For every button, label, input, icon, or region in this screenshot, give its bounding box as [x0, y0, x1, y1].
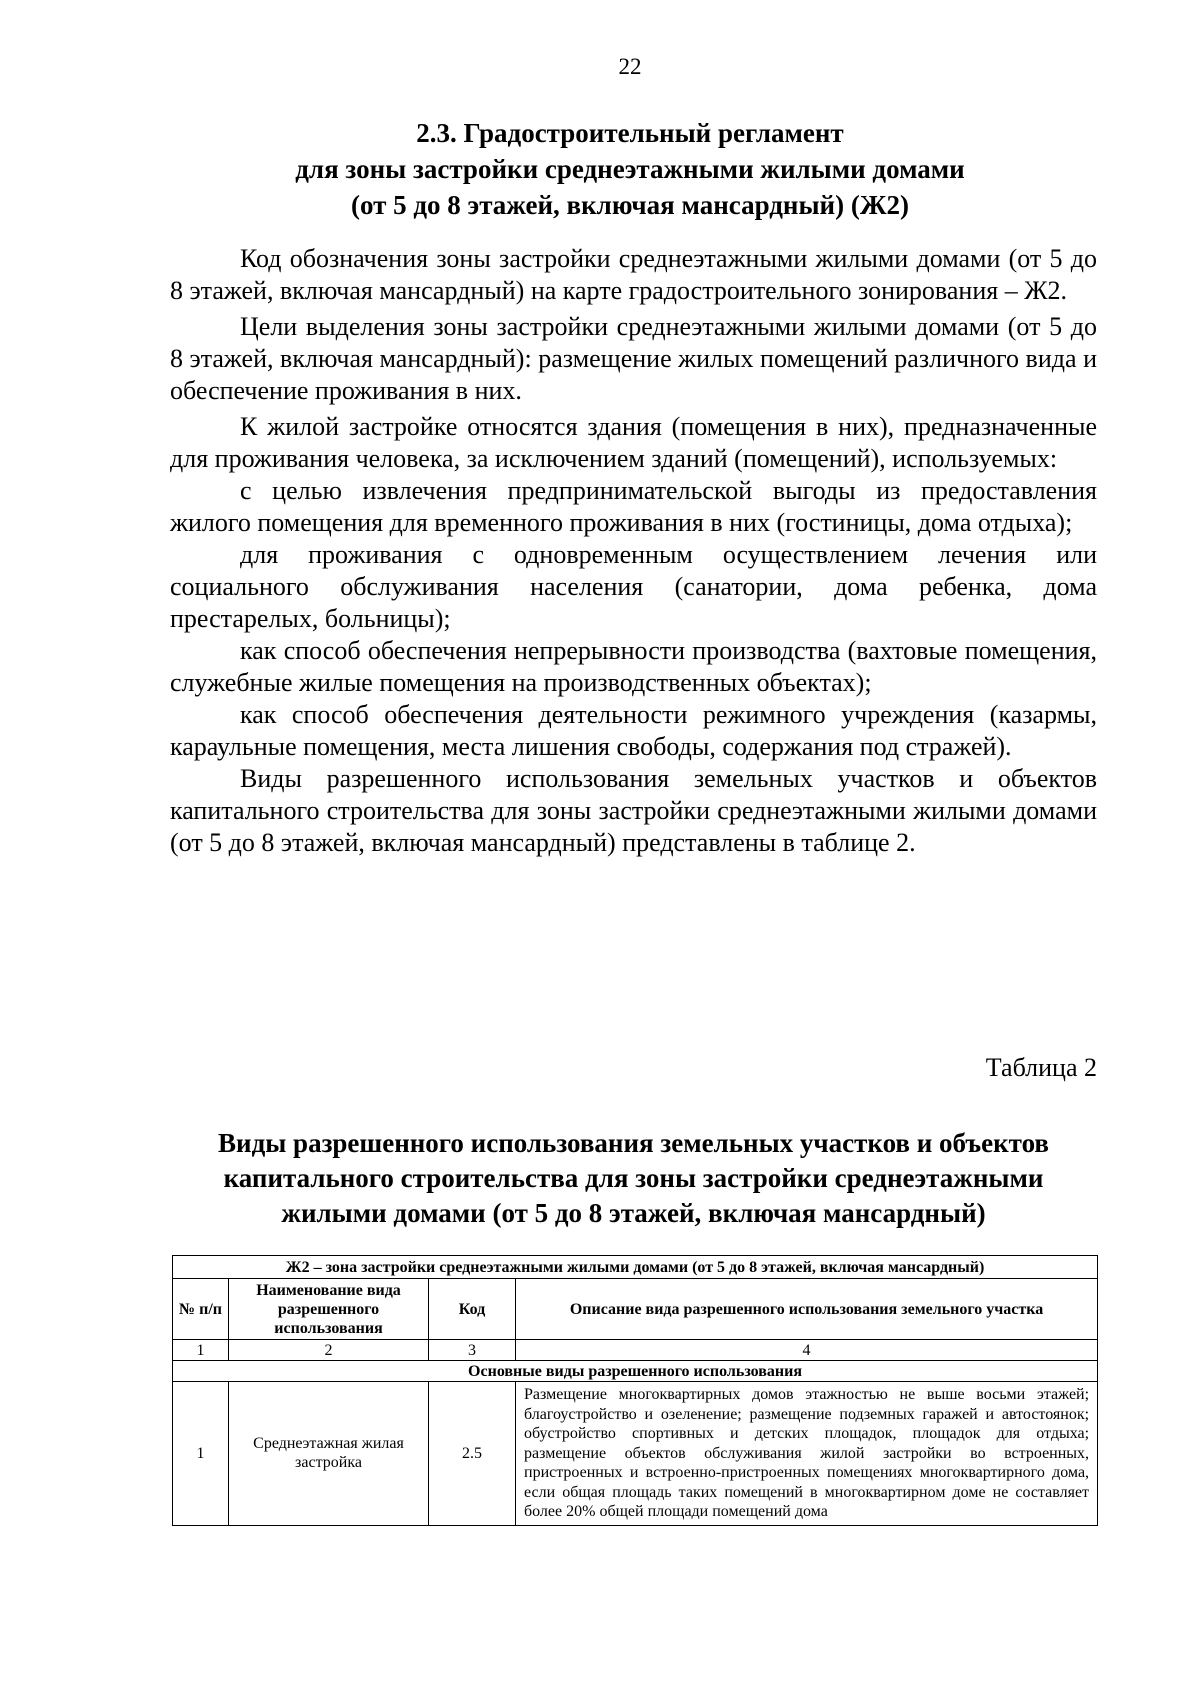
- table-heading: [170, 1126, 1097, 1231]
- column-number: 4: [516, 1340, 1098, 1361]
- paragraph-exception-production: как способ обеспечения непрерывности производства (вахтовые помещения, служебные жилые помещения на производственных объектах);: [170, 636, 1097, 697]
- table-caption: Таблица 2: [985, 1053, 1097, 1082]
- header-num: № п/п: [173, 1279, 229, 1340]
- table-row: [173, 1382, 1098, 1526]
- table-header-row: [173, 1279, 1098, 1340]
- section-title-line-1: 2.3. Градостроительный регламент: [416, 118, 844, 148]
- row-desc-cell: Размещение многоквартирных домов этажностью не выше восьми этажей; благоустройство и озеленение; размещение подземных гаражей и автостоянок; обустройство спортивных и детских площадок, площадок для отдыха; размещение объектов обслуживания жилой застройки во встроенных, пристроенных и встроенно-пристроенных помещениях многоквартирного дома, если общая площадь таких помещений в многоквартирном доме не составляет более 20% общей площади помещений дома: [516, 1382, 1098, 1526]
- row-num-cell: 1: [173, 1382, 229, 1526]
- section-title: [200, 115, 1060, 223]
- paragraph-zone-code: Код обозначения зоны застройки среднеэтажными жилыми домами (от 5 до 8 этажей, включая мансардный) на карте градостроительного зонирования – Ж2.: [170, 244, 1097, 305]
- zone-title-cell: Ж2 – зона застройки среднеэтажными жилыми домами (от 5 до 8 этажей, включая мансардный): [173, 1256, 1098, 1279]
- page-number: 22: [618, 54, 642, 79]
- paragraph-exception-regime: как способ обеспечения деятельности режимного учреждения (казармы, караульные помещения, места лишения свободы, содержания под стражей).: [170, 700, 1097, 761]
- group-title-cell: Основные виды разрешенного использования: [173, 1361, 1098, 1382]
- table-heading-line-3: жилыми домами (от 5 до 8 этажей, включая мансардный): [281, 1198, 986, 1228]
- header-name: Наименование вида разрешенного использования: [229, 1279, 429, 1340]
- section-title-line-2: для зоны застройки среднеэтажными жилыми домами: [295, 154, 965, 184]
- paragraph-zone-goals: Цели выделения зоны застройки среднеэтажными жилыми домами (от 5 до 8 этажей, включая мансардный): размещение жилых помещений различного вида и обеспечение проживания в них.: [170, 312, 1097, 405]
- row-name-cell: Среднеэтажная жилая застройка: [229, 1382, 429, 1526]
- column-number: 1: [173, 1340, 229, 1361]
- paragraph-residential-definition: К жилой застройке относятся здания (помещения в них), предназначенные для проживания человека, за исключением зданий (помещений), используемых:: [170, 412, 1097, 473]
- paragraph-exception-commercial: с целью извлечения предпринимательской выгоды из предоставления жилого помещения для временного проживания в них (гостиницы, дома отдыха);: [170, 476, 1097, 537]
- paragraph-exception-medical: для проживания с одновременным осуществлением лечения или социального обслуживания населения (санатории, дома ребенка, дома престарелых, больницы);: [170, 540, 1097, 633]
- header-desc: Описание вида разрешенного использования земельного участка: [516, 1279, 1098, 1340]
- paragraph-table-reference: Виды разрешенного использования земельных участков и объектов капитального строительства для зоны застройки среднеэтажными жилыми домами (от 5 до 8 этажей, включая мансардный) представлены в таблице 2.: [170, 764, 1097, 857]
- column-number: 3: [429, 1340, 516, 1361]
- header-code: Код: [429, 1279, 516, 1340]
- permitted-use-table: [172, 1255, 1098, 1526]
- column-number-row: [173, 1340, 1098, 1361]
- table-group-row: [173, 1361, 1098, 1382]
- table-zone-row: [173, 1256, 1098, 1279]
- section-title-line-3: (от 5 до 8 этажей, включая мансардный) (Ж2): [350, 190, 910, 220]
- table-heading-line-1: Виды разрешенного использования земельных участков и объектов: [218, 1128, 1049, 1158]
- table-heading-line-2: капитального строительства для зоны застройки среднеэтажными: [223, 1163, 1044, 1193]
- body-text: [170, 243, 1097, 859]
- row-code-cell: 2.5: [429, 1382, 516, 1526]
- column-number: 2: [229, 1340, 429, 1361]
